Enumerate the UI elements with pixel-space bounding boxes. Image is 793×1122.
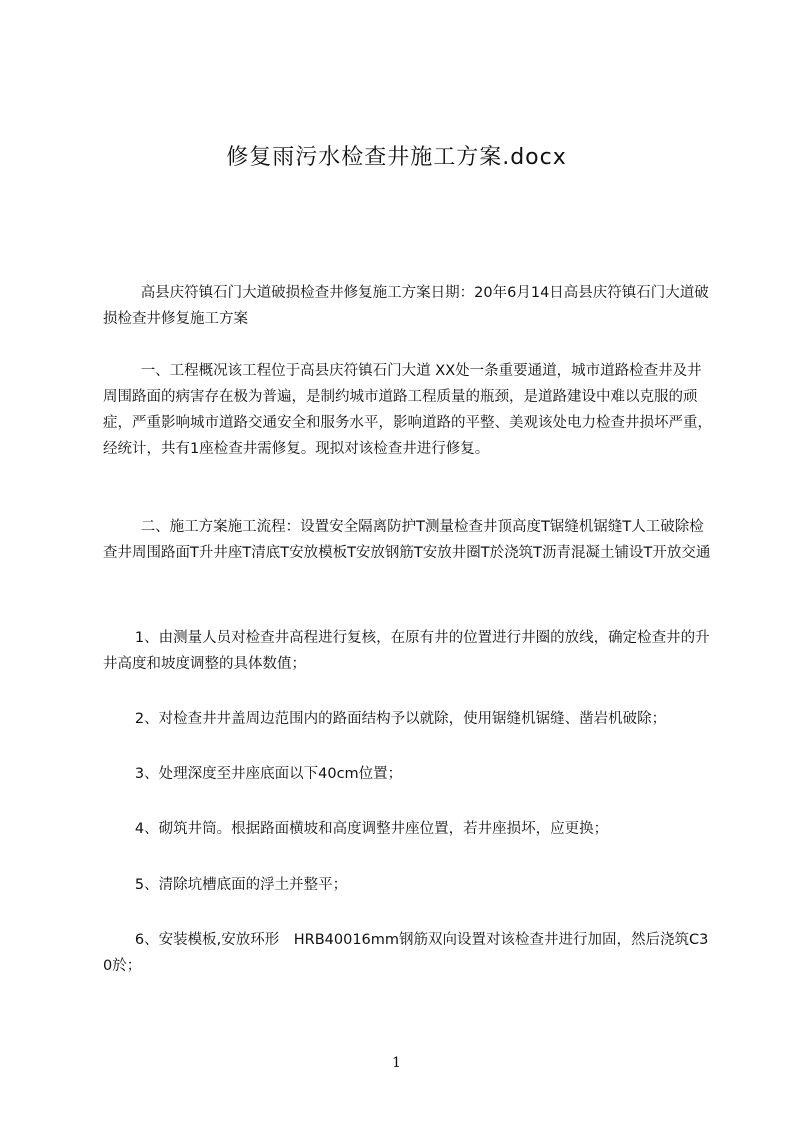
project-overview-paragraph: 一、工程概况该工程位于高县庆符镇石门大道 XX处一条重要通道，城市道路检查井及井周围路面的病害存在极为普遍，是制约城市道路工程质量的瓶颈，是道路建设中难以克服的顽症，严重影响城市道路交通安全和服务水平，影响道路的平整、美观该处电力检查井损坏严重，经统计，共有1座检查井需修复。现拟对该检查井进行修复。 <box>103 363 712 457</box>
step-3-paragraph: 3、处理深度至井座底面以下40cm位置； <box>134 766 403 782</box>
step-2-paragraph: 2、对检查井井盖周边范围内的路面结构予以就除，使用锯缝机锯缝、凿岩机破除； <box>134 711 667 727</box>
intro-paragraph: 高县庆符镇石门大道破损检查井修复施工方案日期：20年6月14日高县庆符镇石门大道破损检查井修复施工方案 <box>103 285 709 327</box>
step-6-paragraph: 6、安装模板,安放环形 HRB40016mm钢筋双向设置对该检查井进行加固，然后浇筑C30於； <box>103 932 709 974</box>
document-title: 修复雨污水检查井施工方案.docx <box>226 145 567 170</box>
page-number: 1 <box>392 1055 401 1071</box>
step-4-paragraph: 4、砌筑井筒。根据路面横坡和高度调整井座位置，若井座损坏，应更换； <box>134 821 609 837</box>
step-5-paragraph: 5、清除坑槽底面的浮土并整平； <box>134 877 348 893</box>
construction-flow-paragraph: 二、施工方案施工流程：设置安全隔离防护T测量检查井顶高度T锯缝机锯缝T人工破除检查井周围路面T升井座T清底T安放模板T安放钢筋T安放井圈T於浇筑T沥青混凝土铺设T开放交通 <box>103 519 711 561</box>
step-1-paragraph: 1、由测量人员对检查井高程进行复核，在原有井的位置进行井圈的放线，确定检查井的升井高度和坡度调整的具体数值； <box>103 630 710 672</box>
